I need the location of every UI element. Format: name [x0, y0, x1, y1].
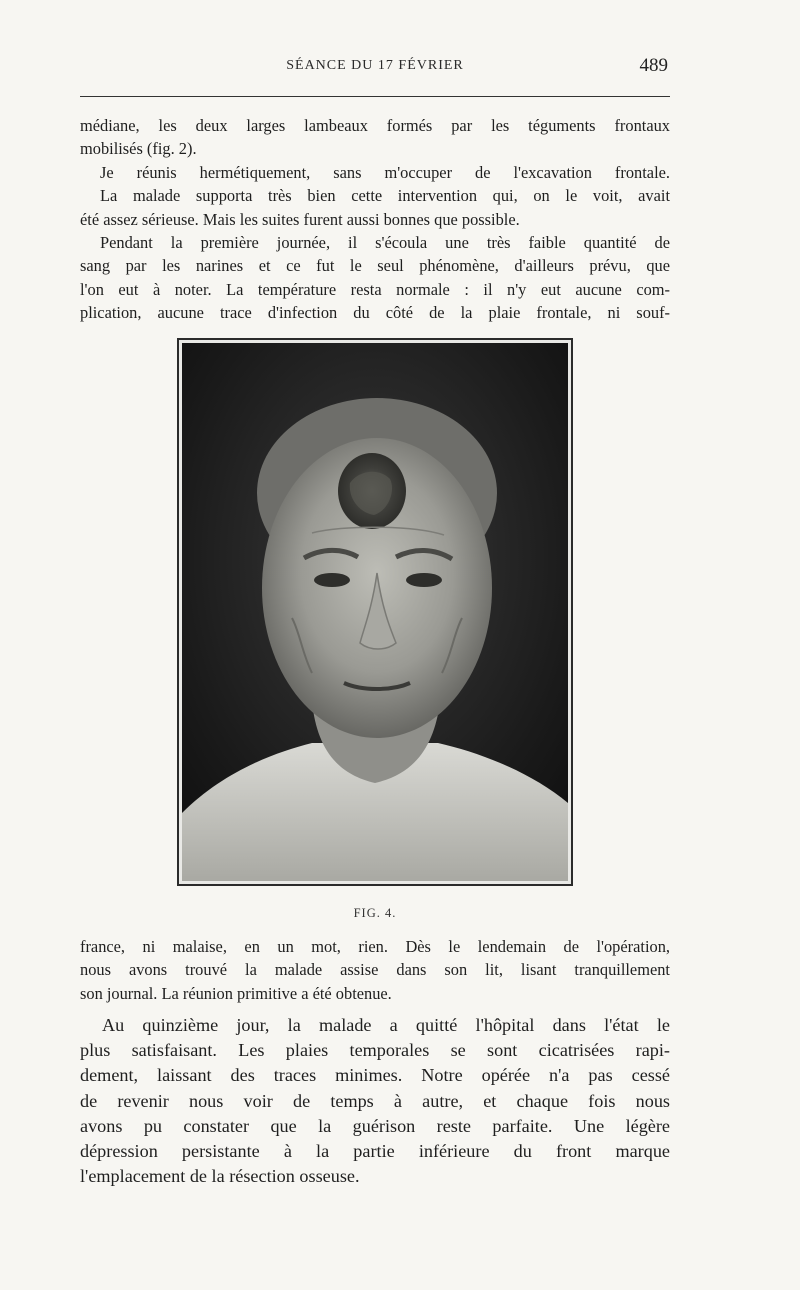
text-line: plus satisfaisant. Les plaies temporales se sont cicatrisées rapi-: [80, 1040, 670, 1061]
text-line: dépression persistante à la partie inférieure du front marque: [80, 1141, 670, 1162]
figure-photograph: [177, 338, 573, 886]
text-line: son journal. La réunion primitive a été obtenue.: [80, 983, 392, 1003]
text-line: été assez sérieuse. Mais les suites furent aussi bonnes que possible.: [80, 209, 520, 229]
running-title: SÉANCE DU 17 FÉVRIER: [286, 58, 464, 73]
text-line: nous avons trouvé la malade assise dans son lit, lisant tranquillement: [80, 960, 670, 980]
text-line: Pendant la première journée, il s'écoula une très faible quantité de: [100, 233, 670, 253]
paragraph-2: [80, 935, 670, 1005]
text-line: avons pu constater que la guérison reste parfaite. Une légère: [80, 1115, 670, 1136]
text-line: l'emplacement de la résection osseuse.: [80, 1166, 360, 1187]
text-line: sang par les narines et ce fut le seul phénomène, d'ailleurs prévu, que: [80, 256, 670, 276]
right-eye: [406, 573, 442, 587]
page-header: [80, 55, 670, 84]
text-line: dement, laissant des traces minimes. Notre opérée n'a pas cessé: [80, 1065, 670, 1086]
text-line: Au quinzième jour, la malade a quitté l'hôpital dans l'état le: [102, 1015, 670, 1035]
paragraph-3: [80, 1013, 670, 1189]
text-line: médiane, les deux larges lambeaux formés par les téguments frontaux: [80, 116, 670, 135]
text-line: La malade supporta très bien cette intervention qui, on le voit, avait: [100, 186, 670, 206]
page-number: 489: [639, 55, 668, 76]
text-line: Je réunis hermétiquement, sans m'occuper de l'excavation frontale.: [100, 162, 670, 182]
text-line: l'on eut à noter. La température resta normale : il n'y eut aucune com-: [80, 279, 670, 299]
left-eye: [314, 573, 350, 587]
paragraph-1: [80, 114, 670, 325]
text-line: mobilisés (fig. 2).: [80, 139, 197, 159]
figure-caption: FIG. 4.: [353, 906, 397, 920]
text-line: france, ni malaise, en un mot, rien. Dès le lendemain de l'opération,: [80, 937, 670, 956]
text-line: plication, aucune trace d'infection du côté de la plaie frontale, ni souf-: [80, 303, 670, 323]
portrait-photo: [182, 343, 568, 881]
text-line: de revenir nous voir de temps à autre, et chaque fois nous: [80, 1090, 670, 1111]
header-rule: [80, 96, 670, 97]
